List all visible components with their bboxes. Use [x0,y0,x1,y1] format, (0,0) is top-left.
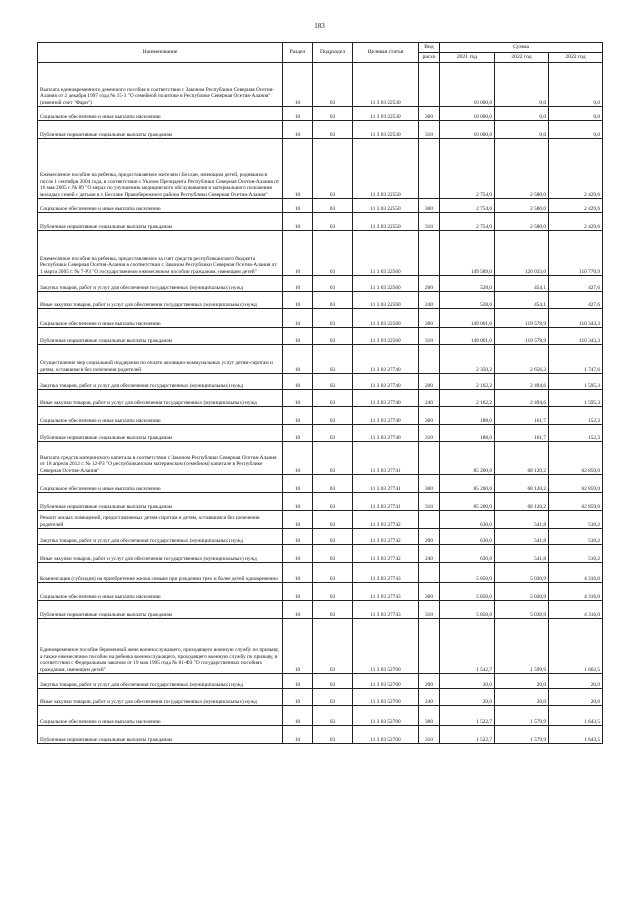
row-name: Иные закупки товаров, работ и услуг для обеспечения государственных (муниципальных) нужд [38,545,283,563]
header-year-2021: 2021 год [440,53,495,63]
row-subsection: 03 [313,345,353,374]
row-type [419,563,440,583]
row-type: 300 [419,706,440,726]
row-value-2022-b: 4 316,0 [549,601,603,619]
row-value-2022-a: 5 030,9 [495,583,549,601]
row-value-2021: 528,0 [440,276,495,292]
row-section: 10 [283,107,313,121]
table-row [38,407,603,425]
row-value-2021: 188,0 [440,425,495,442]
row-type: 200 [419,674,440,689]
row-name: Закупка товаров, работ и услуг для обеспечения государственных (муниципальных) нужд [38,374,283,390]
row-section: 10 [283,674,313,689]
row-value-2022-a: 68 120,2 [495,475,549,493]
row-name: Закупка товаров, работ и услуг для обеспечения государственных (муниципальных) нужд [38,529,283,545]
row-type: 310 [419,425,440,442]
row-subsection: 03 [313,63,353,107]
row-value-2021: 149 061,0 [440,328,495,345]
row-type: 310 [419,213,440,231]
row-value-2022-b: 4 316,0 [549,583,603,601]
row-subsection: 03 [313,309,353,328]
row-target: 11 3 03 52700 [353,726,419,744]
row-subsection: 03 [313,601,353,619]
row-type [419,231,440,276]
row-type: 240 [419,390,440,407]
row-value-2022-a: 2 656,3 [495,345,549,374]
row-type [419,511,440,529]
row-target: 11 3 03 27742 [353,511,419,529]
row-value-2022-a: 1 579,9 [495,706,549,726]
row-target: 11 3 03 27741 [353,493,419,511]
row-name: Публичные нормативные социальные выплаты гражданам [38,601,283,619]
row-value-2022-b: 1 643,5 [549,726,603,744]
row-type: 300 [419,199,440,213]
row-target: 11 3 03 52700 [353,619,419,674]
row-value-2022-b: 1 595,3 [549,374,603,390]
row-subsection: 03 [313,374,353,390]
row-subsection: 03 [313,121,353,139]
row-name: Ежемесячное пособие на ребенка, предоставляемое жителям г.Беслан, имеющим детей, родившихся после 1 сентября 2004 года, в соответствии с Указом Президента Республики Северная Осетия-Алания от 16 мая 2005 г. № 89 "О мерах по улучшению медицинского обслуживания и материального положения молодых семей с детьми в г. Беслане Правобережного района Республики Северная Осетия-Алания" [38,139,283,199]
row-type: 200 [419,529,440,545]
row-section: 10 [283,493,313,511]
row-name: Публичные нормативные социальные выплаты гражданам [38,121,283,139]
row-type: 240 [419,292,440,309]
row-value-2022-b: 1 595,3 [549,390,603,407]
row-value-2022-a: 2 494,6 [495,374,549,390]
row-subsection: 03 [313,328,353,345]
row-target: 11 3 03 22530 [353,121,419,139]
table-row [38,583,603,601]
row-value-2022-b: 110 343,3 [549,328,603,345]
row-name: Социальное обеспечение и иные выплаты населению [38,706,283,726]
row-type: 300 [419,407,440,425]
row-target: 11 3 03 22550 [353,213,419,231]
table-row [38,139,603,199]
row-value-2021: 149 061,0 [440,309,495,328]
row-value-2021: 2 754,0 [440,199,495,213]
row-value-2021: 2 162,2 [440,374,495,390]
row-name: Закупка товаров, работ и услуг для обеспечения государственных (муниципальных) нужд [38,674,283,689]
row-name: Социальное обеспечение и иные выплаты населению [38,407,283,425]
row-name: Публичные нормативные социальные выплаты гражданам [38,493,283,511]
row-value-2022-a: 0,0 [495,107,549,121]
table-row [38,442,603,475]
table-row [38,292,603,309]
row-value-2022-b: 1 663,5 [549,619,603,674]
row-target: 11 3 03 27741 [353,442,419,475]
row-value-2022-a: 2 494,6 [495,390,549,407]
row-subsection: 03 [313,276,353,292]
row-name: Социальное обеспечение и иные выплаты населению [38,309,283,328]
table-row [38,511,603,529]
row-value-2021: 630,0 [440,545,495,563]
row-value-2021: 2 350,2 [440,345,495,374]
table-body [38,63,603,744]
row-value-2022-b: 2 429,6 [549,213,603,231]
row-subsection: 03 [313,706,353,726]
row-value-2022-a: 161,7 [495,407,549,425]
row-target: 11 3 03 22560 [353,292,419,309]
row-name: Социальное обеспечение и иные выплаты населению [38,583,283,601]
row-type: 310 [419,121,440,139]
table-row [38,563,603,583]
row-section: 10 [283,442,313,475]
row-value-2022-b: 427,6 [549,292,603,309]
row-section: 10 [283,407,313,425]
row-value-2022-b: 510,2 [549,529,603,545]
row-value-2022-a: 119 578,9 [495,328,549,345]
row-value-2022-b: 110 770,9 [549,231,603,276]
row-value-2022-a: 5 030,9 [495,563,549,583]
row-section: 10 [283,511,313,529]
table-row [38,601,603,619]
row-value-2022-a: 2 580,0 [495,213,549,231]
row-section: 10 [283,706,313,726]
row-value-2022-b: 0,0 [549,121,603,139]
row-section: 10 [283,374,313,390]
row-name: Осуществление мер социальной поддержки по оплате жилищно-коммунальных услуг детям-сиротам и детям, оставшимся без попечения родителей [38,345,283,374]
row-value-2022-a: 0,0 [495,63,549,107]
row-section: 10 [283,601,313,619]
row-type [419,442,440,475]
row-name: Выплата средств материнского капитала в соответствии с Законом Республики Северная Осетия-Алания от 18 апреля 2012 г. № 12-РЗ "О республиканском материнском (семейном) капитале в Республике Северная Осетия-Алания" [38,442,283,475]
row-value-2022-a: 1 579,9 [495,726,549,744]
row-name: Публичные нормативные социальные выплаты гражданам [38,726,283,744]
row-section: 10 [283,231,313,276]
row-subsection: 03 [313,425,353,442]
table-row [38,390,603,407]
page-number: 183 [314,22,325,30]
row-target: 11 3 03 27740 [353,425,419,442]
row-type [419,619,440,674]
row-value-2022-b: 510,2 [549,511,603,529]
row-name: Социальное обеспечение и иные выплаты населению [38,107,283,121]
row-name: Социальное обеспечение и иные выплаты населению [38,475,283,493]
table-row [38,493,603,511]
table-row [38,689,603,706]
row-value-2022-b: 62 859,0 [549,442,603,475]
table-row [38,374,603,390]
row-section: 10 [283,390,313,407]
row-value-2022-a: 119 578,9 [495,309,549,328]
row-subsection: 03 [313,689,353,706]
row-value-2021: 1 542,7 [440,619,495,674]
row-target: 11 3 03 27740 [353,407,419,425]
row-value-2022-a: 5 030,9 [495,601,549,619]
row-name: Ежемесячное пособие на ребенка, предоставляемое за счет средств республиканского бюджета Республики Северная Осетия-Алания в соответствии с Законом Республики Северная Осетия-Алания от 1 марта 2005 г. № 7-РЗ "О государственном ежемесячном пособии гражданам, имеющим детей" [38,231,283,276]
row-type [419,63,440,107]
table-row [38,706,603,726]
row-section: 10 [283,213,313,231]
row-value-2022-a: 541,8 [495,545,549,563]
row-value-2021: 528,0 [440,292,495,309]
row-value-2022-a: 161,7 [495,425,549,442]
row-value-2022-b: 4 316,0 [549,563,603,583]
row-value-2022-b: 152,3 [549,407,603,425]
row-value-2021: 1 522,7 [440,726,495,744]
row-name: Иные закупки товаров, работ и услуг для обеспечения государственных (муниципальных) нужд [38,292,283,309]
row-target: 11 3 03 22560 [353,276,419,292]
row-value-2022-a: 454,1 [495,276,549,292]
row-target: 11 3 03 27740 [353,345,419,374]
header-year-2022-a: 2022 год [495,53,549,63]
row-subsection: 03 [313,442,353,475]
row-section: 10 [283,425,313,442]
row-value-2021: 5 850,0 [440,563,495,583]
table-row [38,674,603,689]
row-value-2021: 85 200,0 [440,493,495,511]
row-target: 11 3 03 27743 [353,583,419,601]
row-section: 10 [283,545,313,563]
table-row [38,619,603,674]
row-subsection: 03 [313,139,353,199]
row-type: 300 [419,107,440,121]
row-value-2021: 20,0 [440,689,495,706]
row-target: 11 3 03 22550 [353,139,419,199]
row-target: 11 3 03 22560 [353,328,419,345]
row-value-2022-a: 20,0 [495,689,549,706]
row-name: Социальное обеспечение и иные выплаты населению [38,199,283,213]
row-value-2022-a: 541,8 [495,511,549,529]
row-value-2021: 85 200,0 [440,442,495,475]
row-value-2022-b: 0,0 [549,63,603,107]
row-value-2021: 2 162,2 [440,390,495,407]
row-subsection: 03 [313,511,353,529]
row-value-2022-a: 454,1 [495,292,549,309]
row-section: 10 [283,726,313,744]
row-value-2021: 5 850,0 [440,583,495,601]
row-value-2022-b: 20,0 [549,674,603,689]
row-subsection: 03 [313,529,353,545]
row-target: 11 3 03 22560 [353,231,419,276]
row-section: 10 [283,563,313,583]
row-value-2021: 2 754,0 [440,139,495,199]
row-value-2022-b: 0,0 [549,107,603,121]
row-target: 11 3 03 27743 [353,563,419,583]
table-row [38,726,603,744]
row-target: 11 3 03 22560 [353,309,419,328]
row-value-2021: 5 850,0 [440,601,495,619]
row-name: Иные закупки товаров, работ и услуг для обеспечения государственных (муниципальных) нужд [38,689,283,706]
table-row [38,63,603,107]
row-type: 200 [419,276,440,292]
row-value-2022-b: 427,6 [549,276,603,292]
header-type-top: Вид [419,43,440,53]
row-target: 11 3 03 27740 [353,390,419,407]
row-value-2021: 630,0 [440,511,495,529]
table-row [38,231,603,276]
row-value-2022-a: 2 580,0 [495,199,549,213]
row-subsection: 03 [313,583,353,601]
row-section: 10 [283,63,313,107]
row-target: 11 3 03 22530 [353,107,419,121]
row-value-2022-a: 68 120,2 [495,442,549,475]
row-value-2022-a: 0,0 [495,121,549,139]
row-section: 10 [283,583,313,601]
table-row [38,199,603,213]
budget-table [37,42,603,744]
row-value-2022-b: 62 859,0 [549,475,603,493]
row-type: 240 [419,545,440,563]
row-type: 240 [419,689,440,706]
row-target: 11 3 03 22530 [353,63,419,107]
header-sum: Сумма [440,43,603,53]
row-section: 10 [283,121,313,139]
table-row [38,475,603,493]
row-name: Выплата единовременного денежного пособия в соответствии с Законом Республики Северная Осетия-Алания от 2 декабря 1997 года № 15-3 "О семейной политике в Республике Северная Осетия-Алания" (именной счет "Фарн") [38,63,283,107]
row-name: Компенсация (субсидия) на приобретение жилья семьям при рождении трех и более детей одновременно [38,563,283,583]
row-target: 11 3 03 27742 [353,529,419,545]
table-row [38,529,603,545]
row-name: Публичные нормативные социальные выплаты гражданам [38,425,283,442]
row-target: 11 3 03 27743 [353,601,419,619]
header-type-bottom: расхо [419,53,440,63]
row-section: 10 [283,328,313,345]
row-target: 11 3 03 27740 [353,374,419,390]
row-subsection: 03 [313,390,353,407]
row-section: 10 [283,689,313,706]
header-target: Целевая статья [353,43,419,63]
row-type: 310 [419,601,440,619]
table-row [38,425,603,442]
row-value-2022-b: 62 859,0 [549,493,603,511]
row-subsection: 03 [313,407,353,425]
row-name: Закупка товаров, работ и услуг для обеспечения государственных (муниципальных) нужд [38,276,283,292]
row-type [419,139,440,199]
row-section: 10 [283,529,313,545]
row-type: 300 [419,475,440,493]
table-row [38,309,603,328]
row-name: Иные закупки товаров, работ и услуг для обеспечения государственных (муниципальных) нужд [38,390,283,407]
row-target: 11 3 03 52700 [353,689,419,706]
row-name: Единовременное пособие беременной жене военнослужащего, проходящего военную службу по призыву, а также ежемесячное пособие на ребенка военнослужащего, проходящего военную службу по призыву, в соответствии с Федеральным законом от 19 мая 1995 года № 81-ФЗ "О государственных пособиях гражданам, имеющим детей" [38,619,283,674]
row-value-2021: 10 000,0 [440,107,495,121]
row-type [419,345,440,374]
row-value-2022-b: 1 747,6 [549,345,603,374]
row-value-2021: 10 000,0 [440,63,495,107]
row-type: 310 [419,493,440,511]
table-row [38,276,603,292]
row-target: 11 3 03 27741 [353,475,419,493]
row-value-2022-a: 541,8 [495,529,549,545]
row-section: 10 [283,276,313,292]
row-value-2021: 2 754,0 [440,213,495,231]
row-value-2022-a: 68 120,2 [495,493,549,511]
row-value-2021: 85 200,0 [440,475,495,493]
row-value-2021: 1 522,7 [440,706,495,726]
row-value-2022-a: 20,0 [495,674,549,689]
row-name: Публичные нормативные социальные выплаты гражданам [38,213,283,231]
row-name: Публичные нормативные социальные выплаты гражданам [38,328,283,345]
row-target: 11 3 03 52700 [353,706,419,726]
table-row [38,107,603,121]
header-row [38,43,603,53]
row-subsection: 03 [313,475,353,493]
row-section: 10 [283,619,313,674]
header-name: Наименование [38,43,283,63]
row-value-2022-b: 2 429,6 [549,199,603,213]
row-subsection: 03 [313,292,353,309]
header-subsection: Подраздел [313,43,353,63]
row-value-2022-a: 2 580,0 [495,139,549,199]
row-section: 10 [283,475,313,493]
row-value-2021: 10 000,0 [440,121,495,139]
row-value-2021: 188,0 [440,407,495,425]
row-type: 310 [419,328,440,345]
row-value-2022-b: 20,0 [549,689,603,706]
row-type: 300 [419,309,440,328]
table-row [38,213,603,231]
row-value-2021: 149 589,0 [440,231,495,276]
row-subsection: 03 [313,231,353,276]
row-subsection: 03 [313,107,353,121]
row-value-2022-b: 2 429,6 [549,139,603,199]
row-subsection: 03 [313,213,353,231]
row-value-2021: 630,0 [440,529,495,545]
row-subsection: 03 [313,674,353,689]
row-subsection: 03 [313,619,353,674]
row-section: 10 [283,139,313,199]
row-section: 10 [283,199,313,213]
row-subsection: 03 [313,199,353,213]
row-type: 310 [419,726,440,744]
row-target: 11 3 03 52700 [353,674,419,689]
table-row [38,121,603,139]
table-row [38,545,603,563]
row-section: 10 [283,309,313,328]
table-row [38,328,603,345]
header-section: Раздел [283,43,313,63]
row-value-2022-b: 510,2 [549,545,603,563]
row-value-2022-a: 120 033,0 [495,231,549,276]
table-row [38,345,603,374]
row-section: 10 [283,292,313,309]
row-value-2022-b: 1 643,5 [549,706,603,726]
row-subsection: 03 [313,545,353,563]
row-value-2022-a: 1 599,9 [495,619,549,674]
row-name: Ремонт жилых помещений, предоставляемых детям-сиротам и детям, оставшимся без попечения родителей [38,511,283,529]
header-year-2022-b: 2022 год [549,53,603,63]
row-value-2021: 20,0 [440,674,495,689]
row-target: 11 3 03 22550 [353,199,419,213]
row-subsection: 03 [313,726,353,744]
row-subsection: 03 [313,563,353,583]
row-value-2022-b: 110 343,3 [549,309,603,328]
row-type: 200 [419,374,440,390]
row-type: 300 [419,583,440,601]
row-section: 10 [283,345,313,374]
row-subsection: 03 [313,493,353,511]
row-target: 11 3 03 27742 [353,545,419,563]
row-value-2022-b: 152,3 [549,425,603,442]
